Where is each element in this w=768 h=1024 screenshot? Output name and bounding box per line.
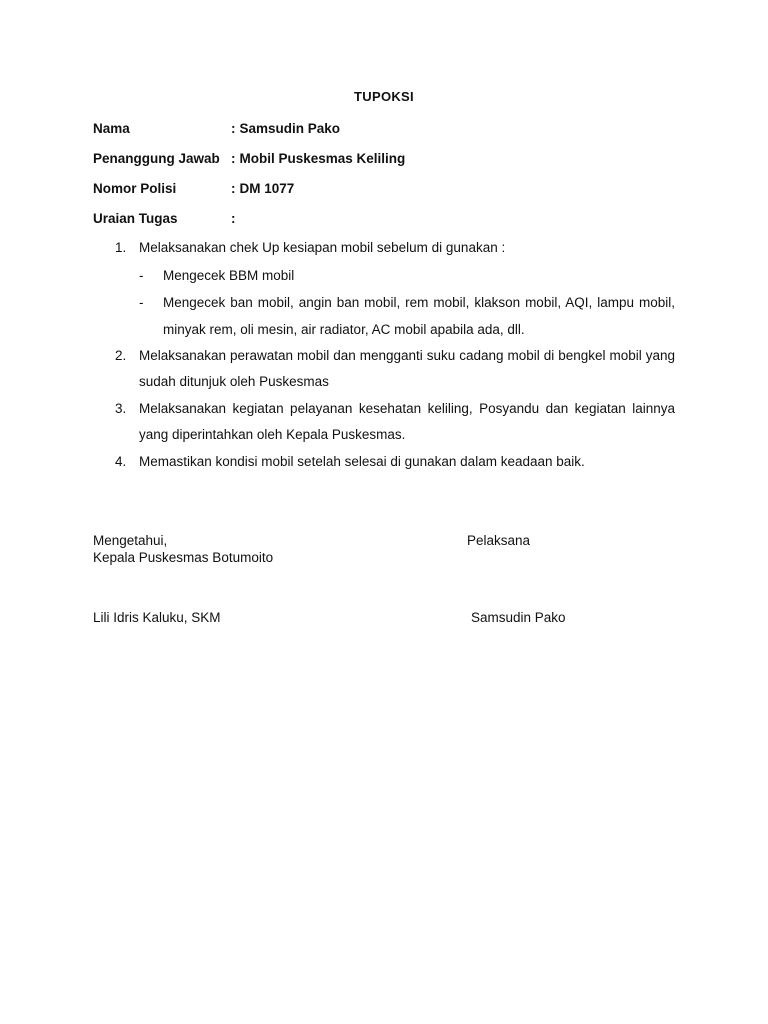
document-title: TUPOKSI <box>354 89 414 104</box>
field-value: DM 1077 <box>239 181 295 196</box>
duty-text: Melaksanakan kegiatan pelayanan kesehatan keliling, Posyandu dan kegiatan lainnya yang diperintahkan oleh Kepala Puskesmas. <box>139 401 675 442</box>
subitem-dash: - <box>139 295 144 310</box>
signature-right-heading: Pelaksana <box>467 533 531 548</box>
duty-text: Memastikan kondisi mobil setelah selesai di gunakan dalam keadaan baik. <box>139 454 585 469</box>
field-value: Samsudin Pako <box>239 121 341 136</box>
duty-number: 2. <box>115 348 127 363</box>
field-colon: : <box>231 151 236 166</box>
duty-number: 4. <box>115 454 127 469</box>
duty-item <box>115 396 675 448</box>
field-label: Nomor Polisi <box>93 181 177 196</box>
duty-item <box>115 343 675 395</box>
signature-left-role: Kepala Puskesmas Botumoito <box>93 550 274 565</box>
signature-right-name: Samsudin Pako <box>471 610 566 625</box>
field-label: Penanggung Jawab <box>93 151 220 166</box>
duty-subitem <box>139 262 675 289</box>
field-colon: : <box>231 181 236 196</box>
field-label: Uraian Tugas <box>93 211 178 226</box>
duty-item <box>115 449 675 475</box>
duty-number: 1. <box>115 240 127 255</box>
duty-subitem <box>139 289 675 343</box>
field-colon: : <box>231 211 236 226</box>
signature-left-name: Lili Idris Kaluku, SKM <box>93 610 221 625</box>
signature-left-heading: Mengetahui, <box>93 533 168 548</box>
duty-number: 3. <box>115 401 127 416</box>
subitem-dash: - <box>139 268 144 283</box>
duty-text: Melaksanakan chek Up kesiapan mobil sebelum di gunakan : <box>139 240 506 255</box>
duty-item <box>115 235 675 261</box>
subitem-text: Mengecek ban mobil, angin ban mobil, rem mobil, klakson mobil, AQI, lampu mobil, minyak rem, oli mesin, air radiator, AC mobil apabila ada, dll. <box>163 295 675 337</box>
duty-text: Melaksanakan perawatan mobil dan mengganti suku cadang mobil di bengkel mobil yang sudah ditunjuk oleh Puskesmas <box>139 348 675 389</box>
field-value: Mobil Puskesmas Keliling <box>239 151 406 166</box>
subitem-text: Mengecek BBM mobil <box>163 268 295 283</box>
field-label: Nama <box>93 121 130 136</box>
field-colon: : <box>231 121 236 136</box>
